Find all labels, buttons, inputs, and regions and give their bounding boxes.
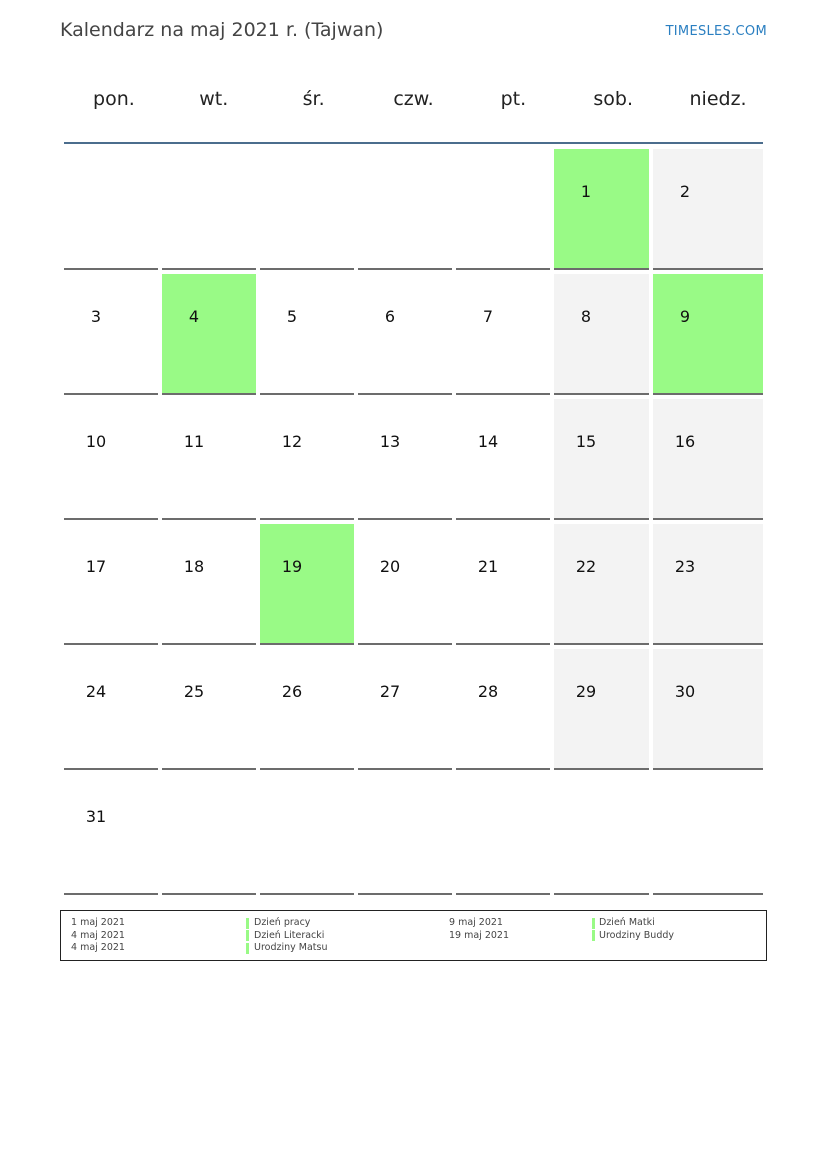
day-number: 2 [679, 182, 691, 201]
day-number: 17 [85, 557, 107, 576]
calendar-day-cell [456, 274, 550, 395]
calendar-day-cell [162, 399, 256, 520]
empty-day-cell [653, 774, 763, 895]
day-number: 26 [281, 682, 303, 701]
calendar-day-cell [554, 399, 649, 520]
weekday-label: sob. [593, 88, 634, 110]
weekday-label: niedz. [689, 88, 747, 110]
empty-day-cell [162, 774, 256, 895]
calendar-day-cell [260, 399, 354, 520]
day-number: 1 [580, 182, 592, 201]
holiday-legend [60, 910, 767, 961]
legend-color-marker [246, 918, 249, 929]
calendar-day-cell [358, 399, 452, 520]
legend-holiday-name: Dzień pracy [254, 917, 311, 928]
day-number: 16 [674, 432, 696, 451]
empty-day-cell [456, 774, 550, 895]
calendar-day-cell [64, 399, 158, 520]
calendar-day-cell [358, 649, 452, 770]
empty-day-cell [162, 149, 256, 270]
weekday-label: pt. [500, 88, 527, 110]
calendar-day-cell [260, 274, 354, 395]
calendar-day-cell [358, 274, 452, 395]
calendar-day-cell [358, 524, 452, 645]
legend-date: 9 maj 2021 [449, 917, 503, 928]
legend-date: 4 maj 2021 [71, 929, 125, 941]
day-number: 18 [183, 557, 205, 576]
legend-holiday-name: Urodziny Matsu [254, 942, 328, 953]
day-number: 13 [379, 432, 401, 451]
calendar-day-cell [64, 274, 158, 395]
calendar-day-cell [554, 524, 649, 645]
calendar-day-cell [162, 274, 256, 395]
weekday-label: śr. [302, 88, 325, 110]
day-number: 10 [85, 432, 107, 451]
legend-color-marker [592, 930, 595, 941]
day-number: 22 [575, 557, 597, 576]
day-number: 29 [575, 682, 597, 701]
calendar-day-cell [64, 649, 158, 770]
legend-color-marker [246, 930, 249, 941]
calendar-day-cell [653, 649, 763, 770]
day-number: 20 [379, 557, 401, 576]
calendar-day-cell [64, 774, 158, 895]
legend-holiday-name: Dzień Literacki [254, 929, 325, 941]
calendar-day-cell [162, 524, 256, 645]
day-number: 25 [183, 682, 205, 701]
weekday-label: pon. [93, 88, 135, 110]
calendar-day-cell [653, 149, 763, 270]
legend-holiday-name: Urodziny Buddy [599, 929, 675, 941]
empty-day-cell [358, 774, 452, 895]
day-number: 8 [580, 307, 592, 326]
calendar-grid [64, 149, 763, 895]
calendar-day-cell [260, 649, 354, 770]
day-number: 30 [674, 682, 696, 701]
legend-date: 19 maj 2021 [449, 929, 510, 941]
day-number: 14 [477, 432, 499, 451]
empty-day-cell [554, 774, 649, 895]
day-number: 4 [188, 307, 200, 326]
day-number: 6 [384, 307, 396, 326]
calendar-day-cell [554, 649, 649, 770]
calendar-day-cell [456, 649, 550, 770]
empty-day-cell [260, 149, 354, 270]
brand-link[interactable]: TIMESLES.COM [665, 24, 767, 39]
weekday-label: wt. [199, 88, 229, 110]
day-number: 31 [85, 807, 107, 826]
day-number: 3 [90, 307, 102, 326]
day-number: 27 [379, 682, 401, 701]
page-title: Kalendarz na maj 2021 r. (Tajwan) [60, 19, 384, 41]
day-number: 9 [679, 307, 691, 326]
day-number: 23 [674, 557, 696, 576]
calendar-day-cell [653, 274, 763, 395]
header-divider [64, 142, 763, 144]
calendar-day-cell [456, 524, 550, 645]
weekday-label: czw. [393, 88, 434, 110]
empty-day-cell [260, 774, 354, 895]
calendar-day-cell [456, 399, 550, 520]
day-number: 15 [575, 432, 597, 451]
calendar-day-cell [64, 524, 158, 645]
legend-color-marker [592, 918, 595, 929]
day-number: 12 [281, 432, 303, 451]
day-number: 24 [85, 682, 107, 701]
day-number: 11 [183, 432, 205, 451]
day-number: 5 [286, 307, 298, 326]
empty-day-cell [358, 149, 452, 270]
day-number: 28 [477, 682, 499, 701]
day-number: 19 [281, 557, 303, 576]
empty-day-cell [64, 149, 158, 270]
legend-date: 4 maj 2021 [71, 942, 125, 953]
calendar-day-cell [653, 524, 763, 645]
calendar-day-cell [554, 274, 649, 395]
legend-holiday-name: Dzień Matki [599, 917, 655, 928]
legend-date: 1 maj 2021 [71, 917, 125, 928]
empty-day-cell [456, 149, 550, 270]
legend-color-marker [246, 943, 249, 954]
calendar-day-cell [554, 149, 649, 270]
calendar-day-cell [260, 524, 354, 645]
day-number: 7 [482, 307, 494, 326]
weekday-header [64, 88, 763, 120]
day-number: 21 [477, 557, 499, 576]
calendar-day-cell [653, 399, 763, 520]
calendar-day-cell [162, 649, 256, 770]
